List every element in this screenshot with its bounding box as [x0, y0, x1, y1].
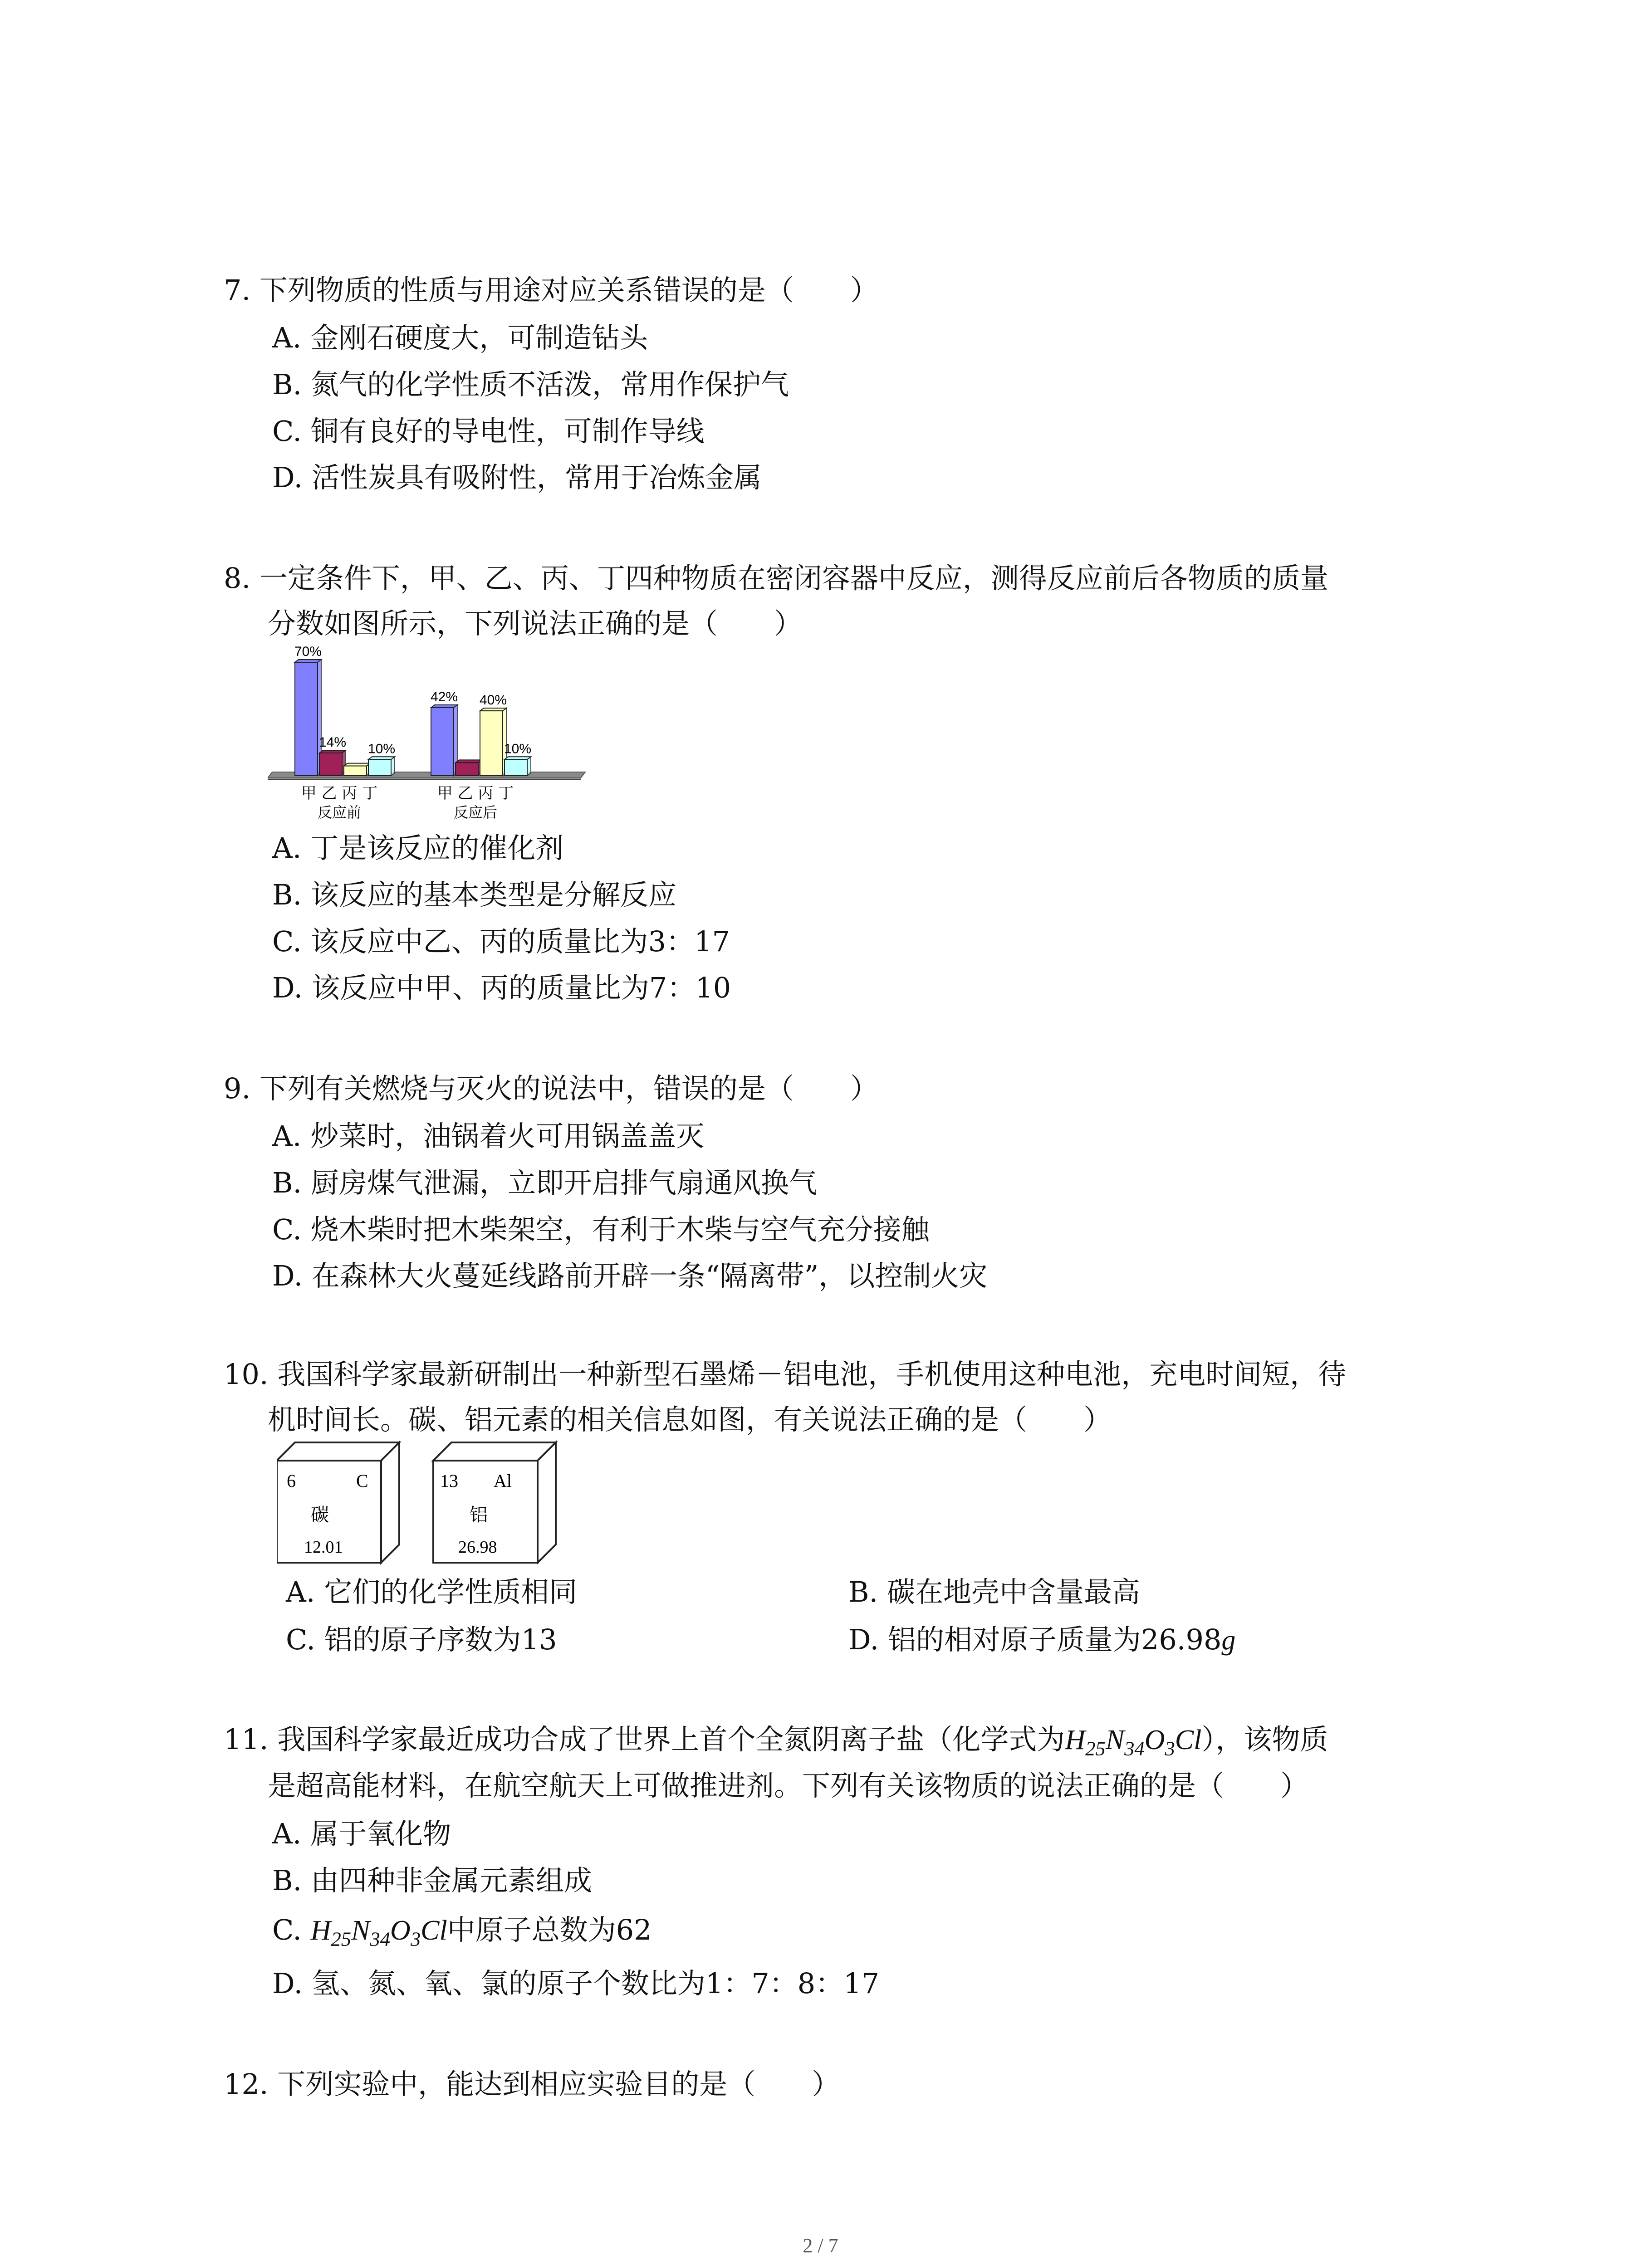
- q9-option-d: D. 在森林大火蔓延线路前开辟一条“隔离带”，以控制火灾: [272, 1259, 988, 1292]
- q11-option-b: B. 由四种非金属元素组成: [272, 1864, 592, 1897]
- q9-option-a: A. 炒菜时，油锅着火可用锅盖盖灭: [272, 1119, 705, 1153]
- aluminum-symbol: Al: [494, 1471, 512, 1491]
- carbon-name: 碳: [311, 1505, 329, 1525]
- q9-option-b: B. 厨房煤气泄漏，立即开启排气扇通风换气: [272, 1166, 817, 1199]
- q8-option-d: D. 该反应中甲、丙的质量比为7：10: [272, 971, 731, 1004]
- chemical-formula: $H_{25}N_{34}O_3Cl$: [1065, 1725, 1202, 1760]
- q10-option-c: C. 铝的原子序数为13: [286, 1623, 557, 1656]
- q10-stem-line2: 机时间长。碳、铝元素的相关信息如图，有关说法正确的是（ ）: [268, 1403, 1112, 1436]
- q7-option-a: A. 金刚石硬度大，可制造钻头: [272, 321, 648, 354]
- element-cells-figure: [277, 1438, 572, 1569]
- group-label-反应前: 反应前: [317, 804, 362, 821]
- carbon-atomic-mass: 12.01: [304, 1538, 343, 1557]
- chart-category-labels: [301, 784, 514, 821]
- q10-option-b: B. 碳在地壳中含量最高: [848, 1575, 1140, 1608]
- category-labels-反应前: 甲 乙 丙 丁: [301, 784, 378, 802]
- aluminum-element-cell: [433, 1442, 556, 1563]
- value-label-反应前-丁: 10%: [367, 741, 396, 757]
- mass-fraction-bar-chart: [268, 640, 603, 830]
- q12-stem: 12. 下列实验中，能达到相应实验目的是（ ）: [224, 2068, 840, 2101]
- chemical-formula: $H_{25}N_{34}O_3Cl$: [310, 1915, 447, 1950]
- category-labels-反应后: 甲 乙 丙 丁: [437, 784, 514, 802]
- carbon-symbol: C: [356, 1471, 368, 1491]
- carbon-element-cell: [277, 1442, 399, 1563]
- q7-option-b: B. 氮气的化学性质不活泼，常用作保护气: [272, 368, 789, 401]
- group-label-反应后: 反应后: [453, 804, 498, 821]
- q11-option-d: D. 氢、氮、氧、氯的原子个数比为1：7：8：17: [272, 1967, 880, 2000]
- q8-option-c: C. 该反应中乙、丙的质量比为3：17: [272, 925, 730, 958]
- aluminum-name: 铝: [470, 1505, 488, 1525]
- value-label-反应后-丁: 10%: [504, 741, 532, 757]
- q11-stem-line2: 是超高能材料，在航空航天上可做推进剂。下列有关该物质的说法正确的是（ ）: [268, 1769, 1309, 1802]
- value-label-反应后-甲: 42%: [430, 689, 458, 704]
- q7-option-c: C. 铜有良好的导电性，可制作导线: [272, 415, 705, 448]
- bar-反应后-丙: [480, 708, 506, 776]
- bar-反应前-乙: [319, 750, 346, 776]
- q10-stem-line1: 10. 我国科学家最新研制出一种新型石墨烯－铝电池，手机使用这种电池，充电时间短，待: [224, 1358, 1347, 1391]
- bar-反应前-丁: [368, 757, 395, 776]
- q11-option-c: C. $H_{25}N_{34}O_3Cl$中原子总数为62: [272, 1913, 652, 1950]
- bar-反应后-乙: [456, 760, 482, 776]
- bar-反应前-丙: [344, 763, 370, 776]
- q8-option-a: A. 丁是该反应的催化剂: [272, 831, 564, 865]
- q10-option-d: D. 铝的相对原子质量为26.98g: [848, 1623, 1236, 1656]
- aluminum-atomic-number: 13: [440, 1471, 458, 1491]
- q8-option-b: B. 该反应的基本类型是分解反应: [272, 878, 676, 911]
- q8-stem-line2: 分数如图所示，下列说法正确的是（ ）: [268, 607, 803, 640]
- chart-bars: [295, 660, 531, 776]
- q9-option-c: C. 烧木柴时把木柴架空，有利于木柴与空气充分接触: [272, 1213, 930, 1246]
- carbon-atomic-number: 6: [287, 1471, 296, 1491]
- q10-option-a: A. 它们的化学性质相同: [286, 1575, 578, 1608]
- q7-option-d: D. 活性炭具有吸附性，常用于冶炼金属: [272, 461, 762, 494]
- q7-stem: 7. 下列物质的性质与用途对应关系错误的是（ ）: [224, 274, 878, 307]
- q11-stem-line1: 11. 我国科学家最近成功合成了世界上首个全氮阴离子盐（化学式为$H_{25}N_{34}O_3Cl$），该物质: [224, 1723, 1328, 1760]
- value-label-反应前-乙: 14%: [318, 735, 347, 750]
- page-number: 2 / 7: [803, 2234, 838, 2257]
- aluminum-atomic-mass: 26.98: [458, 1538, 497, 1557]
- value-label-反应后-丙: 40%: [479, 693, 507, 708]
- value-label-反应前-甲: 70%: [294, 644, 322, 659]
- bar-反应前-甲: [295, 660, 321, 776]
- q11-option-a: A. 属于氧化物: [272, 1817, 451, 1850]
- bar-反应后-丁: [505, 757, 531, 776]
- bar-反应后-甲: [431, 705, 457, 776]
- q9-stem: 9. 下列有关燃烧与灭火的说法中，错误的是（ ）: [224, 1072, 878, 1105]
- q8-stem-line1: 8. 一定条件下，甲、乙、丙、丁四种物质在密闭容器中反应，测得反应前后各物质的质量: [224, 562, 1328, 595]
